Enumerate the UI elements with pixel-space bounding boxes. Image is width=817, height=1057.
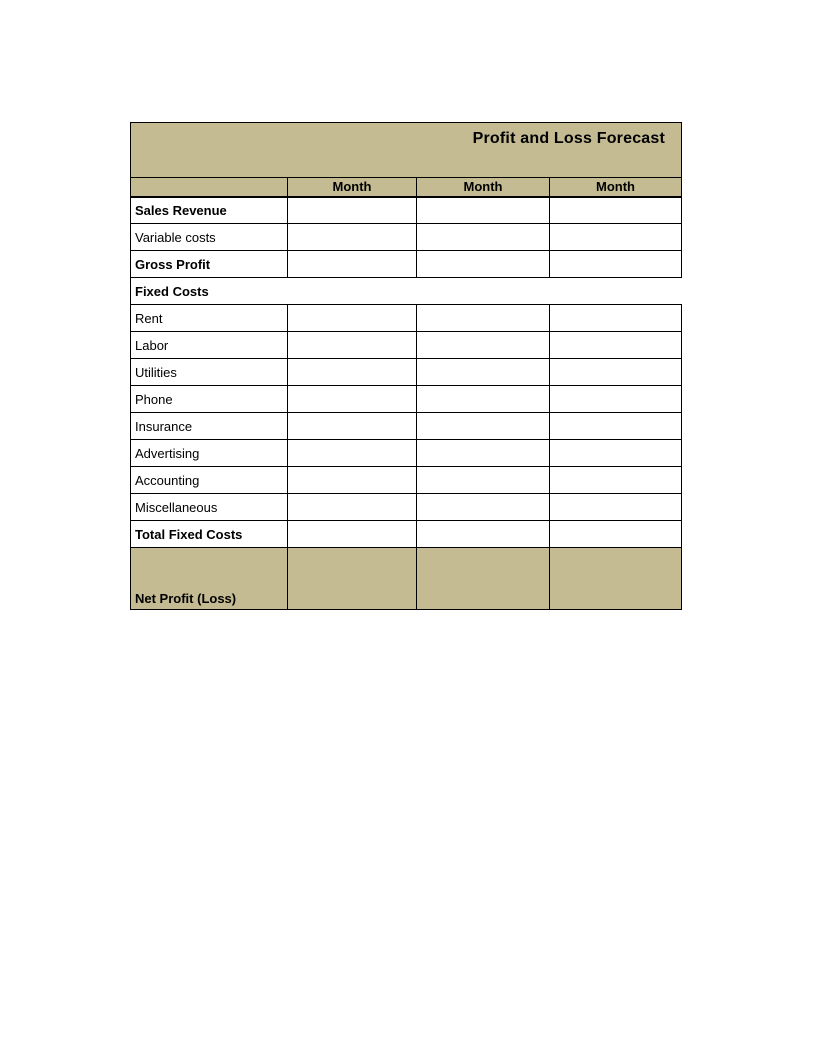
row-label-sales-revenue: Sales Revenue xyxy=(131,197,288,224)
cell-rent-m3[interactable] xyxy=(550,305,682,332)
cell-sales-revenue-m2[interactable] xyxy=(417,197,550,224)
cell-miscellaneous-m2[interactable] xyxy=(417,494,550,521)
cell-utilities-m2[interactable] xyxy=(417,359,550,386)
row-advertising xyxy=(131,440,682,467)
row-accounting xyxy=(131,467,682,494)
row-sales-revenue xyxy=(131,197,682,224)
row-label-utilities: Utilities xyxy=(131,359,288,386)
cell-utilities-m3[interactable] xyxy=(550,359,682,386)
row-label-total-fixed-costs: Total Fixed Costs xyxy=(131,521,288,548)
row-gross-profit xyxy=(131,251,682,278)
row-variable-costs xyxy=(131,224,682,251)
row-total-fixed-costs xyxy=(131,521,682,548)
cell-sales-revenue-m1[interactable] xyxy=(288,197,417,224)
cell-accounting-m3[interactable] xyxy=(550,467,682,494)
row-label-accounting: Accounting xyxy=(131,467,288,494)
corner-cell xyxy=(131,178,288,197)
cell-advertising-m1[interactable] xyxy=(288,440,417,467)
row-labor xyxy=(131,332,682,359)
row-miscellaneous xyxy=(131,494,682,521)
cell-total-fixed-costs-m1[interactable] xyxy=(288,521,417,548)
cell-labor-m3[interactable] xyxy=(550,332,682,359)
cell-variable-costs-m1[interactable] xyxy=(288,224,417,251)
cell-variable-costs-m3[interactable] xyxy=(550,224,682,251)
cell-accounting-m2[interactable] xyxy=(417,467,550,494)
row-label-gross-profit: Gross Profit xyxy=(131,251,288,278)
row-utilities xyxy=(131,359,682,386)
row-phone xyxy=(131,386,682,413)
cell-gross-profit-m3[interactable] xyxy=(550,251,682,278)
month-header-2: Month xyxy=(417,178,550,197)
cell-net-profit-loss-m2[interactable] xyxy=(417,548,550,610)
cell-advertising-m3[interactable] xyxy=(550,440,682,467)
cell-phone-m2[interactable] xyxy=(417,386,550,413)
cell-net-profit-loss-m3[interactable] xyxy=(550,548,682,610)
cell-accounting-m1[interactable] xyxy=(288,467,417,494)
cell-insurance-m2[interactable] xyxy=(417,413,550,440)
profit-loss-forecast-table xyxy=(130,122,682,610)
cell-phone-m3[interactable] xyxy=(550,386,682,413)
cell-insurance-m1[interactable] xyxy=(288,413,417,440)
month-header-row xyxy=(131,178,682,197)
cell-advertising-m2[interactable] xyxy=(417,440,550,467)
row-label-variable-costs: Variable costs xyxy=(131,224,288,251)
row-label-rent: Rent xyxy=(131,305,288,332)
cell-rent-m2[interactable] xyxy=(417,305,550,332)
table-title: Profit and Loss Forecast xyxy=(131,123,682,178)
row-label-advertising: Advertising xyxy=(131,440,288,467)
cell-total-fixed-costs-m2[interactable] xyxy=(417,521,550,548)
cell-phone-m1[interactable] xyxy=(288,386,417,413)
cell-sales-revenue-m3[interactable] xyxy=(550,197,682,224)
row-label-insurance: Insurance xyxy=(131,413,288,440)
cell-total-fixed-costs-m3[interactable] xyxy=(550,521,682,548)
row-rent xyxy=(131,305,682,332)
month-header-1: Month xyxy=(288,178,417,197)
cell-variable-costs-m2[interactable] xyxy=(417,224,550,251)
row-label-labor: Labor xyxy=(131,332,288,359)
row-fixed-costs-section xyxy=(131,278,682,305)
section-label-fixed-costs: Fixed Costs xyxy=(131,278,682,305)
row-label-net-profit-loss: Net Profit (Loss) xyxy=(131,548,288,610)
title-band xyxy=(131,123,682,178)
cell-net-profit-loss-m1[interactable] xyxy=(288,548,417,610)
row-insurance xyxy=(131,413,682,440)
cell-insurance-m3[interactable] xyxy=(550,413,682,440)
row-label-miscellaneous: Miscellaneous xyxy=(131,494,288,521)
row-net-profit-loss xyxy=(131,548,682,610)
cell-utilities-m1[interactable] xyxy=(288,359,417,386)
cell-rent-m1[interactable] xyxy=(288,305,417,332)
cell-miscellaneous-m1[interactable] xyxy=(288,494,417,521)
cell-labor-m2[interactable] xyxy=(417,332,550,359)
month-header-3: Month xyxy=(550,178,682,197)
cell-gross-profit-m1[interactable] xyxy=(288,251,417,278)
row-label-phone: Phone xyxy=(131,386,288,413)
cell-miscellaneous-m3[interactable] xyxy=(550,494,682,521)
cell-labor-m1[interactable] xyxy=(288,332,417,359)
cell-gross-profit-m2[interactable] xyxy=(417,251,550,278)
